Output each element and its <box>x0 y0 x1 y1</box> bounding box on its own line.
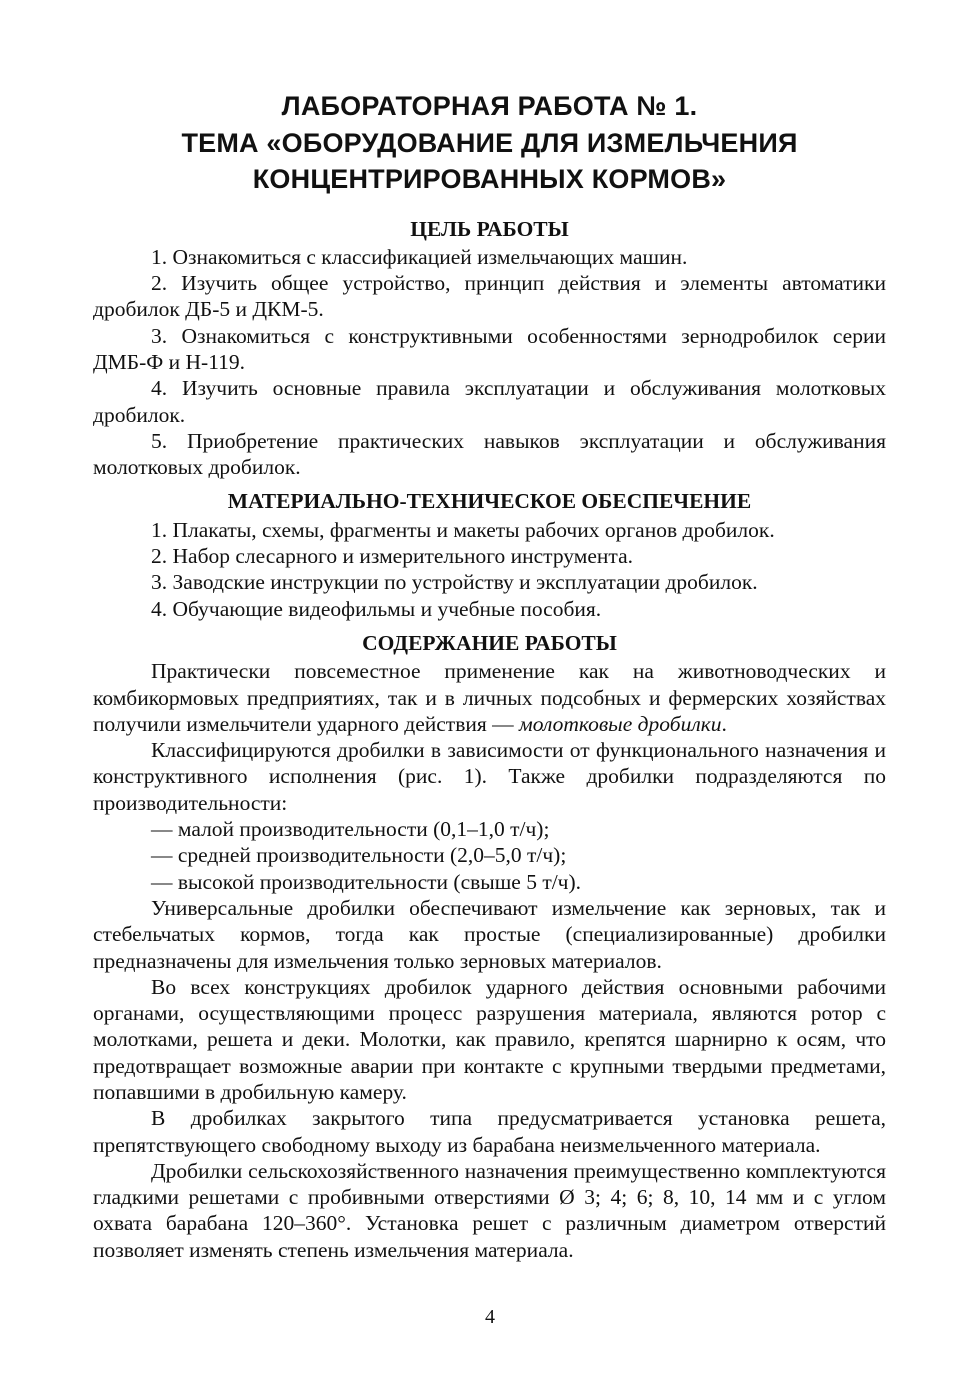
paragraph-intro-text: Практически повсеместное применение как на животноводческих и комбикормовых предприятиях, так и в личных подсобных и фермерских хозяйствах получили измельчители ударного действия — <box>93 659 886 736</box>
title-line-3: КОНЦЕНТРИРОВАННЫХ КОРМОВ» <box>252 164 727 194</box>
paragraph-intro-end: . <box>721 711 727 736</box>
term-hammer-crushers: молотковые дробилки <box>519 711 722 736</box>
paragraph-construction: Во всех конструкциях дробилок ударного действия основными рабочими органами, осуществляющими процесс разрушения материала, являются ротор с молотками, решета и деки. Молотки, как правило, крепятся шарнирно к осям, что предотвращает возможные аварии при контакте с крупными твердыми предметами, попавшими в дробильную камеру. <box>93 974 886 1104</box>
paragraph-sieves: Дробилки сельскохозяйственного назначения преимущественно комплектуются гладкими решетами с пробивными отверстиями Ø 3; 4; 6; 8, 10, 14 мм и с углом охвата барабана 120–360°. Установка решет с различным диаметром отверстий позволяет изменять степень измельчения материала. <box>93 1158 886 1262</box>
capacity-list-item: — высокой производительности (свыше 5 т/ч). <box>151 869 582 894</box>
paragraph-universal: Универсальные дробилки обеспечивают измельчение как зерновых, так и стебельчатых кормов, тогда как простые (специализированные) дробилки предназначены для измельчения только зерновых материалов. <box>93 895 886 973</box>
paragraph-intro <box>93 658 886 737</box>
material-item: 4. Обучающие видеофильмы и учебные пособия. <box>151 596 602 621</box>
goal-item: 4. Изучить основные правила эксплуатации и обслуживания молотковых дробилок. <box>93 376 886 427</box>
paragraph-closed-type: В дробилках закрытого типа предусматривается установка решета, препятствующего свободному выходу из барабана неизмельченного материала. <box>93 1106 886 1157</box>
document-page <box>93 88 886 1263</box>
goal-item: 2. Изучить общее устройство, принцип действия и элементы автоматики дробилок ДБ-5 и ДКМ-5. <box>93 271 886 322</box>
goals-heading: ЦЕЛЬ РАБОТЫ <box>410 216 569 241</box>
document-title <box>93 88 886 198</box>
material-item: 1. Плакаты, схемы, фрагменты и макеты рабочих органов дробилок. <box>151 517 775 542</box>
content-section <box>93 630 886 1263</box>
goal-item: 1. Ознакомиться с классификацией измельчающих машин. <box>151 244 688 269</box>
capacity-list-item: — средней производительности (2,0–5,0 т/ч); <box>151 843 567 868</box>
capacity-list-item: — малой производительности (0,1–1,0 т/ч); <box>151 817 550 842</box>
content-heading: СОДЕРЖАНИЕ РАБОТЫ <box>362 630 617 655</box>
material-item: 2. Набор слесарного и измерительного инструмента. <box>151 544 633 569</box>
page-number: 4 <box>485 1306 495 1328</box>
materials-heading: МАТЕРИАЛЬНО-ТЕХНИЧЕСКОЕ ОБЕСПЕЧЕНИЕ <box>227 489 752 514</box>
goals-section <box>93 216 886 481</box>
title-line-2: ТЕМА «ОБОРУДОВАНИЕ ДЛЯ ИЗМЕЛЬЧЕНИЯ <box>181 127 798 158</box>
goal-item: 3. Ознакомиться с конструктивными особенностями зернодробилок серии ДМБ-Ф и Н-119. <box>93 323 886 374</box>
goal-item: 5. Приобретение практических навыков эксплуатации и обслуживания молотковых дробилок. <box>93 428 886 480</box>
paragraph-classification: Классифицируются дробилки в зависимости от функционального назначения и конструктивного исполнения (рис. 1). Также дробилки подразделяются по производительности: <box>93 738 886 815</box>
title-line-1: ЛАБОРАТОРНАЯ РАБОТА № 1. <box>281 91 698 121</box>
materials-section <box>93 488 886 621</box>
material-item: 3. Заводские инструкции по устройству и эксплуатации дробилок. <box>151 570 758 595</box>
